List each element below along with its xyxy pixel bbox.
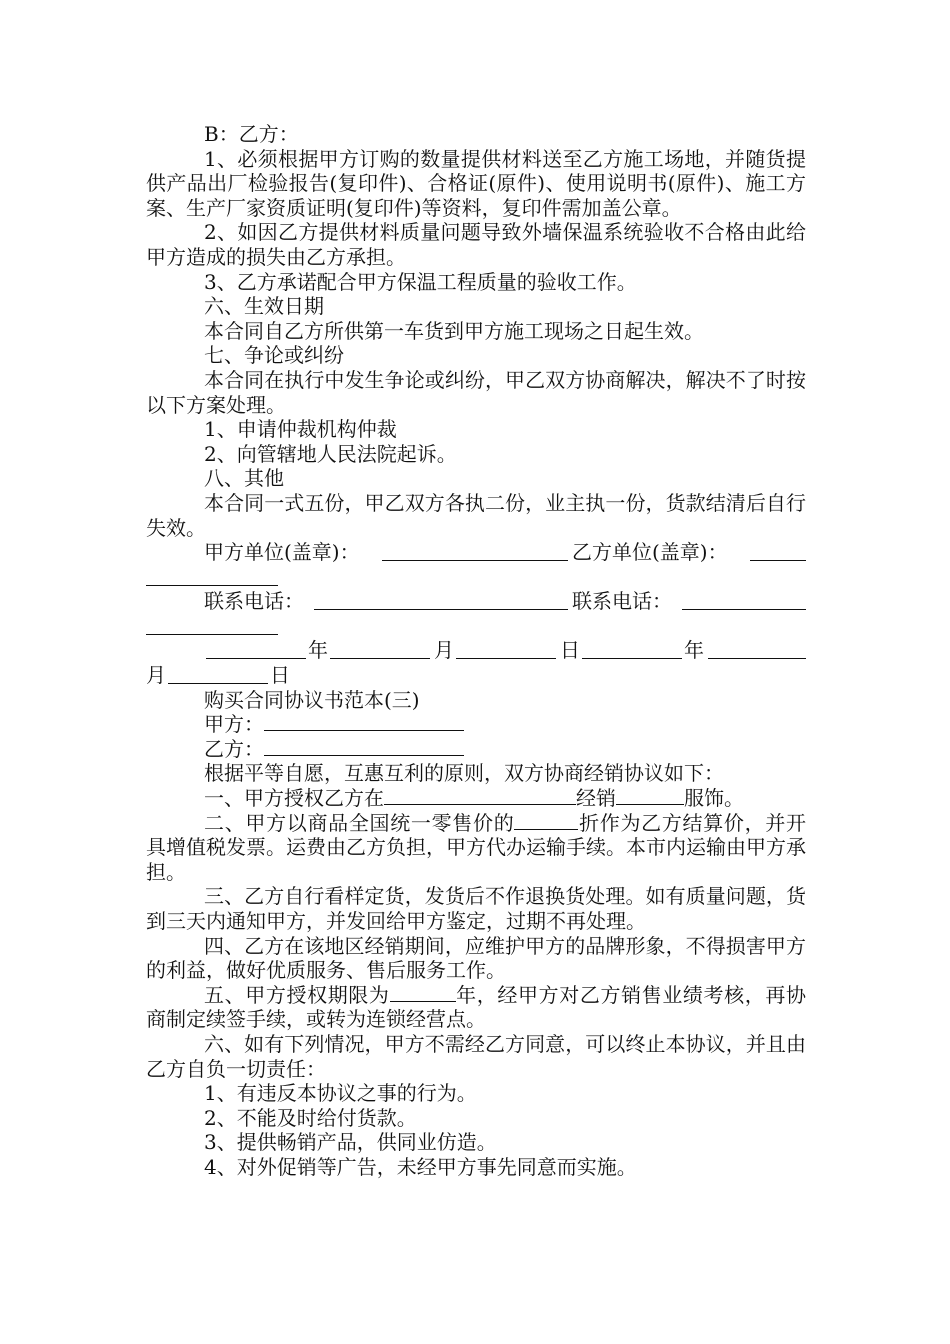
clause-1-text-b: 经销: [576, 786, 616, 811]
party-b-unit-label: 乙方单位(盖章)：: [572, 540, 728, 565]
clause-4: 四、乙方在该地区经销期间，应维护甲方的品牌形象，不得损害甲方的利益，做好优质服务、售后服务工作。: [146, 933, 806, 983]
month-a-label: 月: [434, 638, 454, 663]
clause-1-text-a: 一、甲方授权乙方在: [204, 786, 384, 811]
party-b-unit-blank-cont: [146, 585, 278, 586]
brand-blank[interactable]: [616, 786, 684, 805]
discount-blank[interactable]: [514, 811, 578, 830]
month-b-label: 月: [146, 663, 166, 688]
party-b-unit-blank[interactable]: [750, 560, 806, 561]
party-a-label: 甲方：: [204, 712, 264, 737]
clause-1: [146, 786, 806, 811]
section-7-item-2: 2、向管辖地人民法院起诉。: [204, 441, 457, 466]
clause-2: [146, 811, 806, 885]
clause-1-text-c: 服饰。: [684, 786, 744, 811]
agreement-intro: 根据平等自愿，互惠互利的原则，双方协商经销协议如下：: [204, 761, 724, 786]
party-a-line: [146, 712, 806, 737]
b-clause-2: 2、如因乙方提供材料质量问题导致外墙保温系统验收不合格由此给甲方造成的损失由乙方承担。: [146, 220, 806, 269]
day-b-blank[interactable]: [168, 683, 268, 684]
b-clause-1: 1、必须根据甲方订购的数量提供材料送至乙方施工场地，并随货提供产品出厂检验报告(复印件)、合格证(原件)、使用说明书(原件)、施工方案、生产厂家资质证明(复印件)等资料，复印件需加盖公章。: [146, 146, 806, 220]
date-signature-row: [146, 638, 806, 687]
section-7-text: 本合同在执行中发生争论或纠纷，甲乙双方协商解决，解决不了时按以下方案处理。: [146, 367, 806, 417]
day-b-label: 日: [270, 663, 290, 688]
section-8-title: 八、其他: [204, 466, 284, 491]
document-page: [146, 122, 806, 1180]
party-b-label: 乙方：: [204, 736, 264, 761]
unit-signature-row: [146, 540, 806, 589]
month-b-blank[interactable]: [708, 658, 806, 659]
clause-2-text-b: 折作为乙方结算价，并开具增值税发票。运费由乙方负担，甲方代办运输手续。本市内运输由甲方承担。: [146, 810, 807, 884]
year-b-label: 年: [684, 638, 704, 663]
party-a-unit-label: 甲方单位(盖章)：: [204, 540, 360, 565]
clause-3: 三、乙方自行看样定货，发货后不作退换货处理。如有质量问题，货到三天内通知甲方，并发回给甲方鉴定，过期不再处理。: [146, 884, 806, 933]
party-b-line: [146, 737, 806, 762]
phone-b-blank-cont: [146, 634, 278, 635]
day-a-blank[interactable]: [456, 658, 556, 659]
region-blank[interactable]: [384, 786, 576, 805]
party-a-blank[interactable]: [264, 712, 464, 731]
section-6-title: 六、生效日期: [204, 294, 324, 319]
clause-2-text-a: 二、甲方以商品全国统一零售价的: [204, 810, 515, 835]
clause-6-item-1: 1、有违反本协议之事的行为。: [204, 1081, 477, 1106]
clause-6-item-2: 2、不能及时给付货款。: [204, 1105, 417, 1130]
phone-a-label: 联系电话：: [204, 589, 304, 614]
day-a-label: 日: [560, 638, 580, 663]
section-8-text: 本合同一式五份，甲乙双方各执二份，业主执一份，货款结清后自行失效。: [146, 490, 806, 540]
phone-b-label: 联系电话：: [572, 589, 672, 614]
phone-a-blank[interactable]: [314, 609, 568, 610]
party-a-unit-blank[interactable]: [382, 560, 568, 561]
phone-signature-row: [146, 589, 806, 638]
year-b-blank[interactable]: [582, 658, 682, 659]
clause-5: [146, 983, 806, 1032]
clause-5-text-a: 五、甲方授权期限为: [204, 982, 390, 1007]
section-3-title: 购买合同协议书范本(三): [204, 687, 420, 712]
term-years-blank[interactable]: [390, 983, 456, 1002]
section-6-text: 本合同自乙方所供第一车货到甲方施工现场之日起生效。: [204, 318, 704, 343]
month-a-blank[interactable]: [330, 658, 430, 659]
party-b-heading: B：乙方：: [204, 122, 299, 146]
section-7-item-1: 1、申请仲裁机构仲裁: [204, 417, 397, 442]
clause-6: 六、如有下列情况，甲方不需经乙方同意，可以终止本协议，并且由乙方自负一切责任：: [146, 1031, 806, 1081]
year-a-blank[interactable]: [206, 658, 306, 659]
year-a-label: 年: [308, 638, 328, 663]
section-7-title: 七、争论或纠纷: [204, 343, 344, 368]
phone-b-blank[interactable]: [682, 609, 806, 610]
clause-6-item-4: 4、对外促销等广告，未经甲方事先同意而实施。: [204, 1154, 637, 1179]
b-clause-3: 3、乙方承诺配合甲方保温工程质量的验收工作。: [204, 269, 637, 294]
clause-5-text-b: 年，经甲方对乙方销售业绩考核，再协商制定续签手续，或转为连锁经营点。: [146, 982, 807, 1032]
clause-6-item-3: 3、提供畅销产品，供同业仿造。: [204, 1130, 497, 1155]
party-b-blank[interactable]: [264, 737, 464, 756]
